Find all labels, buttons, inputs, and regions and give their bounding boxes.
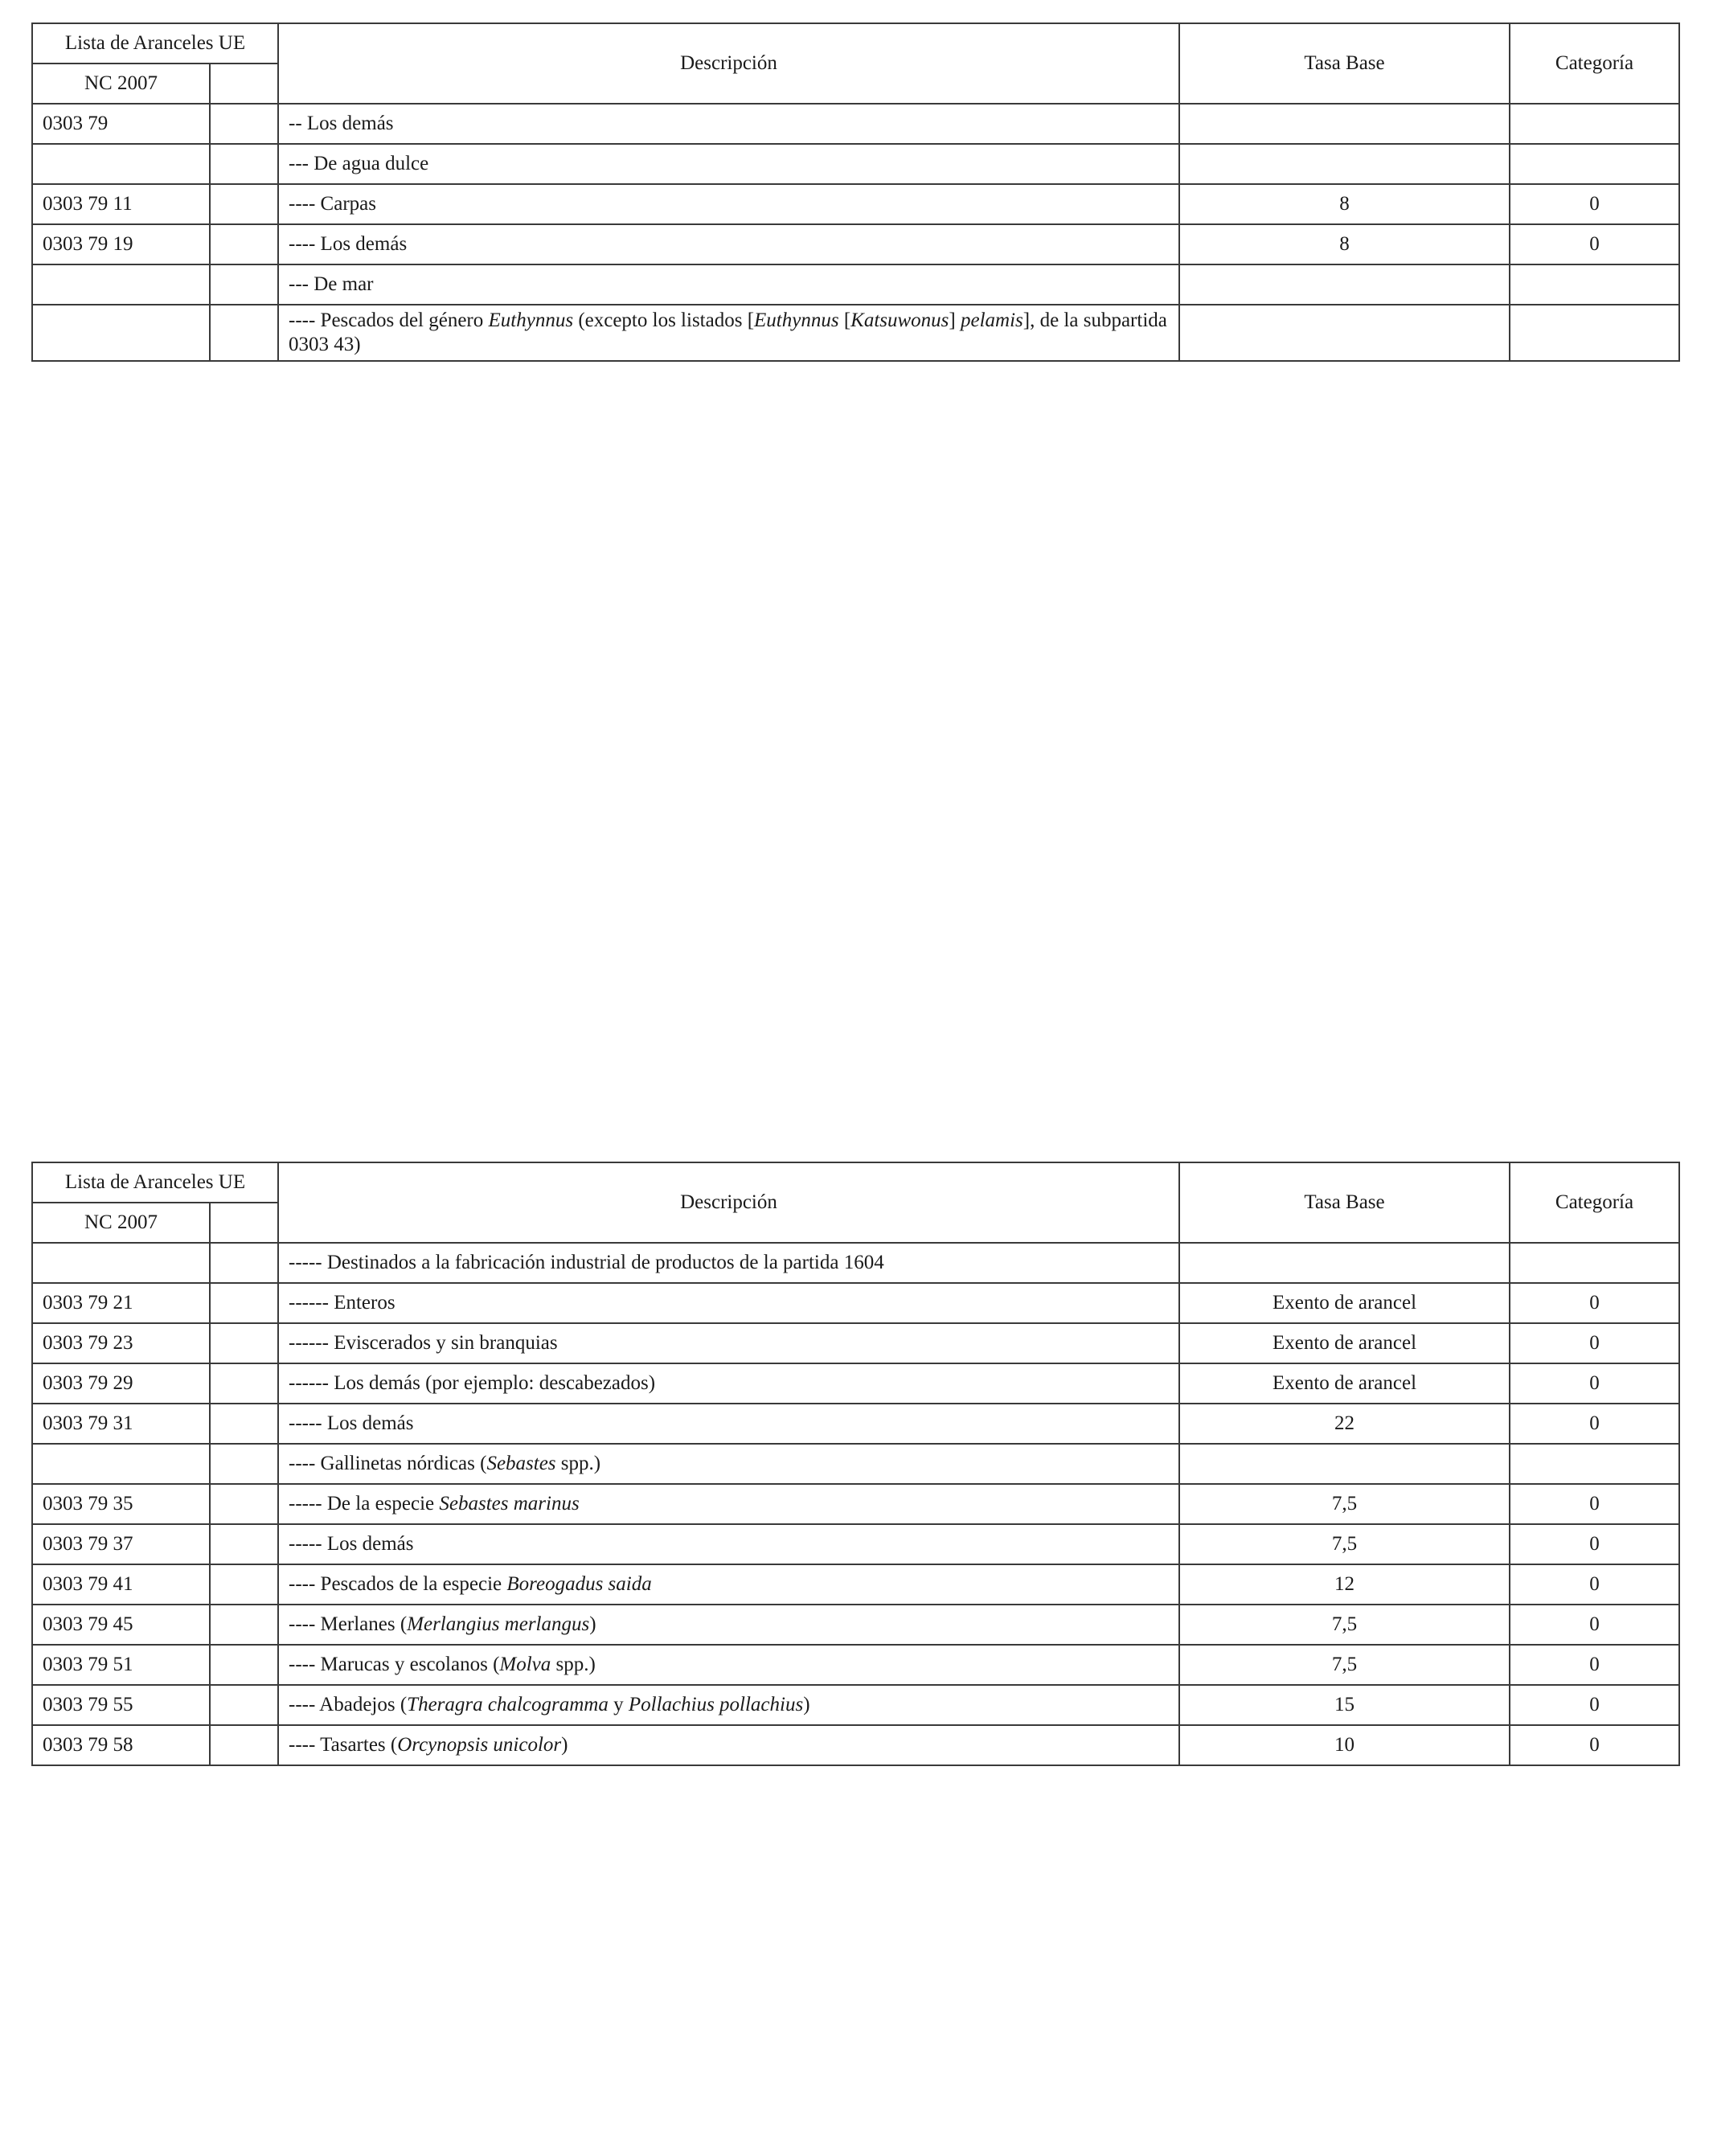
description-cell [278,104,1179,144]
empty-cell [210,305,278,361]
species-name: Euthynnus [754,309,839,331]
species-name: pelamis [960,309,1023,331]
description-cell [278,184,1179,224]
species-name: Boreogadus saida [506,1573,652,1595]
tariff-table [31,23,1680,362]
table-body [32,1243,1679,1765]
category-cell [1510,104,1679,144]
empty-cell [210,1444,278,1484]
category-cell [1510,264,1679,305]
category-cell [1510,1444,1679,1484]
cn-code-cell [32,1444,210,1484]
header-base-rate: Tasa Base [1179,1162,1510,1243]
cn-code-cell [32,305,210,361]
table-row [32,104,1679,144]
table-body [32,104,1679,361]
table-row [32,1605,1679,1645]
description-text: y [608,1694,629,1715]
empty-cell [210,1283,278,1323]
base-rate-cell [1179,1444,1510,1484]
description-cell [278,224,1179,264]
species-name: Theragra chalcogramma [407,1694,609,1715]
category-cell [1510,305,1679,361]
description-cell [278,1645,1179,1685]
table-row [32,1363,1679,1404]
description-text: ) [803,1694,810,1715]
header-base-rate: Tasa Base [1179,23,1510,104]
empty-cell [210,1363,278,1404]
category-cell: 0 [1510,1605,1679,1645]
category-cell: 0 [1510,1283,1679,1323]
header-nc-2007: NC 2007 [32,1203,210,1243]
table-row [32,184,1679,224]
base-rate-cell: 7,5 [1179,1605,1510,1645]
empty-cell [210,144,278,184]
description-cell [278,1243,1179,1283]
species-name: Sebastes [486,1453,556,1474]
cn-code-cell: 0303 79 41 [32,1564,210,1605]
cn-code-cell: 0303 79 19 [32,224,210,264]
empty-cell [210,224,278,264]
table-row [32,1323,1679,1363]
table-row [32,1243,1679,1283]
species-name: Merlangius merlangus [407,1613,590,1635]
cn-code-cell: 0303 79 23 [32,1323,210,1363]
description-text: ) [589,1613,596,1635]
description-cell [278,1444,1179,1484]
category-cell: 0 [1510,184,1679,224]
category-cell: 0 [1510,1323,1679,1363]
cn-code-cell [32,264,210,305]
base-rate-cell [1179,144,1510,184]
species-name: Euthynnus [488,309,574,331]
species-name: Orcynopsis unicolor [397,1734,562,1756]
description-cell [278,1404,1179,1444]
tariff-table [31,1162,1680,1766]
description-cell [278,1323,1179,1363]
base-rate-cell: 10 [1179,1725,1510,1765]
cn-code-cell: 0303 79 37 [32,1524,210,1564]
table-row [32,264,1679,305]
description-text: ------ Los demás (por ejemplo: descabezados) [289,1372,656,1394]
description-cell [278,305,1179,361]
category-cell: 0 [1510,224,1679,264]
description-cell [278,1564,1179,1605]
species-name: Pollachius pollachius [628,1694,804,1715]
empty-cell [210,1645,278,1685]
base-rate-cell [1179,1243,1510,1283]
base-rate-cell [1179,305,1510,361]
empty-cell [210,1243,278,1283]
header-empty-cell [210,64,278,104]
base-rate-cell: 15 [1179,1685,1510,1725]
base-rate-cell [1179,104,1510,144]
empty-cell [210,1605,278,1645]
table-row [32,1404,1679,1444]
base-rate-cell: 22 [1179,1404,1510,1444]
description-cell [278,1484,1179,1524]
description-text: ----- Los demás [289,1533,414,1555]
table-row [32,144,1679,184]
table-row [32,1564,1679,1605]
description-text: ------ Enteros [289,1292,395,1314]
header-category: Categoría [1510,23,1679,104]
description-text: ----- Destinados a la fabricación industrial de productos de la partida 1604 [289,1252,884,1273]
header-nc-2007: NC 2007 [32,64,210,104]
empty-cell [210,1323,278,1363]
description-text: spp.) [551,1654,596,1675]
empty-cell [210,1564,278,1605]
description-text: ---- Marucas y escolanos ( [289,1654,500,1675]
description-text: ---- Pescados del género [289,309,489,331]
description-text: ) [561,1734,568,1756]
cn-code-cell [32,144,210,184]
cn-code-cell: 0303 79 [32,104,210,144]
cn-code-cell: 0303 79 11 [32,184,210,224]
description-text: ], de la subpartida 0303 43) [289,309,1167,355]
cn-code-cell: 0303 79 55 [32,1685,210,1725]
description-text: ---- Merlanes ( [289,1613,408,1635]
table-row [32,1645,1679,1685]
description-text: ---- Los demás [289,233,408,255]
description-text: ---- Abadejos ( [289,1694,408,1715]
description-cell [278,1363,1179,1404]
species-name: Molva [499,1654,551,1675]
cn-code-cell: 0303 79 58 [32,1725,210,1765]
category-cell [1510,1243,1679,1283]
cn-code-cell: 0303 79 45 [32,1605,210,1645]
base-rate-cell: Exento de arancel [1179,1283,1510,1323]
base-rate-cell: 8 [1179,224,1510,264]
base-rate-cell: Exento de arancel [1179,1323,1510,1363]
category-cell: 0 [1510,1685,1679,1725]
empty-cell [210,104,278,144]
header-empty-cell [210,1203,278,1243]
description-cell [278,1605,1179,1645]
header-category: Categoría [1510,1162,1679,1243]
cn-code-cell [32,1243,210,1283]
category-cell [1510,144,1679,184]
description-text: ---- Gallinetas nórdicas ( [289,1453,487,1474]
table-row [32,1444,1679,1484]
description-cell [278,264,1179,305]
empty-cell [210,184,278,224]
description-text: ---- Tasartes ( [289,1734,398,1756]
empty-cell [210,1524,278,1564]
category-cell: 0 [1510,1363,1679,1404]
header-description: Descripción [278,1162,1179,1243]
table-row [32,305,1679,361]
header-eu-tariff-list: Lista de Aranceles UE [32,1162,278,1203]
description-cell [278,1283,1179,1323]
description-text: --- De agua dulce [289,153,429,174]
empty-cell [210,1725,278,1765]
base-rate-cell: 12 [1179,1564,1510,1605]
base-rate-cell: 7,5 [1179,1484,1510,1524]
table-row [32,224,1679,264]
table-row [32,1283,1679,1323]
description-text: spp.) [555,1453,601,1474]
empty-cell [210,1685,278,1725]
description-text: ] [949,309,961,331]
description-cell [278,1524,1179,1564]
category-cell: 0 [1510,1645,1679,1685]
base-rate-cell: Exento de arancel [1179,1363,1510,1404]
empty-cell [210,1404,278,1444]
cn-code-cell: 0303 79 21 [32,1283,210,1323]
category-cell: 0 [1510,1484,1679,1524]
table-row [32,1685,1679,1725]
category-cell: 0 [1510,1404,1679,1444]
category-cell: 0 [1510,1725,1679,1765]
description-text: ---- Carpas [289,193,376,215]
base-rate-cell: 7,5 [1179,1524,1510,1564]
description-text: ---- Pescados de la especie [289,1573,507,1595]
description-text: --- De mar [289,273,374,295]
description-text: -- Los demás [289,113,394,134]
description-cell [278,144,1179,184]
description-text: ----- De la especie [289,1493,440,1515]
cn-code-cell: 0303 79 51 [32,1645,210,1685]
description-text: [ [838,309,851,331]
description-text: ----- Los demás [289,1412,414,1434]
category-cell: 0 [1510,1524,1679,1564]
base-rate-cell [1179,264,1510,305]
base-rate-cell: 7,5 [1179,1645,1510,1685]
species-name: Katsuwonus [850,309,949,331]
header-description: Descripción [278,23,1179,104]
empty-cell [210,264,278,305]
base-rate-cell: 8 [1179,184,1510,224]
cn-code-cell: 0303 79 35 [32,1484,210,1524]
species-name: Sebastes marinus [439,1493,580,1515]
table-row [32,1524,1679,1564]
description-text: ------ Eviscerados y sin branquias [289,1332,558,1354]
description-cell [278,1725,1179,1765]
category-cell: 0 [1510,1564,1679,1605]
description-cell [278,1685,1179,1725]
description-text: (excepto los listados [ [573,309,755,331]
table-row [32,1725,1679,1765]
cn-code-cell: 0303 79 29 [32,1363,210,1404]
table-row [32,1484,1679,1524]
empty-cell [210,1484,278,1524]
cn-code-cell: 0303 79 31 [32,1404,210,1444]
header-eu-tariff-list: Lista de Aranceles UE [32,23,278,64]
